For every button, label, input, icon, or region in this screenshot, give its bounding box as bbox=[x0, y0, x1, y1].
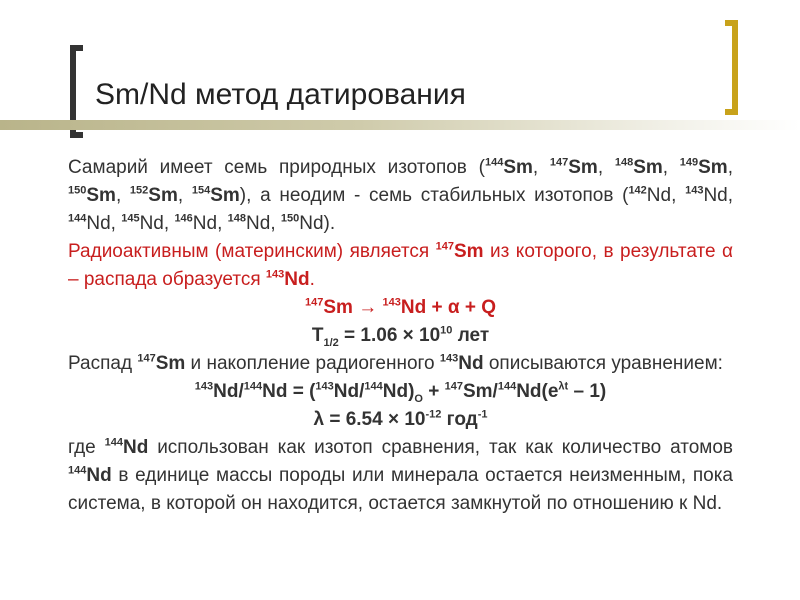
slide-body bbox=[68, 154, 733, 518]
half-life: $T_{1/2} = 1.06 \times 10^{10}$ лет bbox=[311, 324, 490, 349]
isotope-sm-147: $^{147}$Sm bbox=[549, 156, 598, 178]
decay-constant: $\lambda = 6.54 \times 10^{-12}$ год$^{-1}$ bbox=[313, 408, 488, 430]
decay-description: Распад $^{147}$Sm и накопление радиогенного $^{143}$Nd описываются уравнением: bbox=[68, 352, 723, 374]
title-underline-bar bbox=[0, 120, 800, 130]
isotope-sm-154: $^{154}$Sm bbox=[191, 184, 240, 206]
isochron-equation: $^{143}Nd/^{144}Nd = (^{143}Nd/^{144}Nd)_O + ^{147}Sm/^{144}Nd(e^{\lambda t} - 1)$ bbox=[194, 380, 607, 405]
slide-title: Sm/Nd метод датирования bbox=[95, 78, 466, 111]
isotope-nd-150: $^{150}$Nd bbox=[280, 212, 324, 234]
isotope-nd-142: $^{142}$Nd bbox=[628, 184, 672, 206]
radioactive-paragraph: Радиоактивным (материнским) является $^{147}$Sm из которого, в результате α – распада образуется $^{143}$Nd. bbox=[68, 240, 733, 290]
closing-paragraph: где $^{144}$Nd использован как изотоп сравнения, так как количество атомов $^{144}$Nd в единице массы породы или минерала остается неизменным, пока система, в которой он находится, остается замкнутой по отношению к Nd. bbox=[68, 436, 734, 514]
isotope-nd-146: $^{146}$Nd bbox=[174, 212, 218, 234]
isotope-sm-148: $^{148}$Sm bbox=[614, 156, 663, 178]
isotope-nd-148: $^{148}$Nd bbox=[227, 212, 271, 234]
isotope-sm-144: $^{144}$Sm bbox=[484, 156, 533, 178]
intro-paragraph: Самарий имеет семь природных изотопов ($^{144}$Sm, $^{147}$Sm, $^{148}$Sm, $^{149}$Sm, $^{150}$Sm, $^{152}$Sm, $^{154}$Sm), а неодим - семь стабильных изотопов ($^{142}$Nd, $^{143}$Nd, $^{144}$Nd, $^{145}$Nd, $^{146}$Nd, $^{148}$Nd, $^{150}$Nd). bbox=[68, 156, 734, 234]
isotope-nd-144: $^{144}$Nd bbox=[68, 212, 111, 234]
decay-reaction: $^{147}$Sm → $^{143}$Nd + α + Q bbox=[305, 296, 496, 318]
isotope-sm-149: $^{149}$Sm bbox=[679, 156, 728, 178]
isotope-sm-152: $^{152}$Sm bbox=[129, 184, 178, 206]
isotope-sm-150: $^{150}$Sm bbox=[68, 184, 116, 206]
isotope-nd-143: $^{143}$Nd bbox=[685, 184, 728, 206]
right-bracket-decoration bbox=[725, 20, 738, 115]
isotope-nd-145: $^{145}$Nd bbox=[121, 212, 164, 234]
